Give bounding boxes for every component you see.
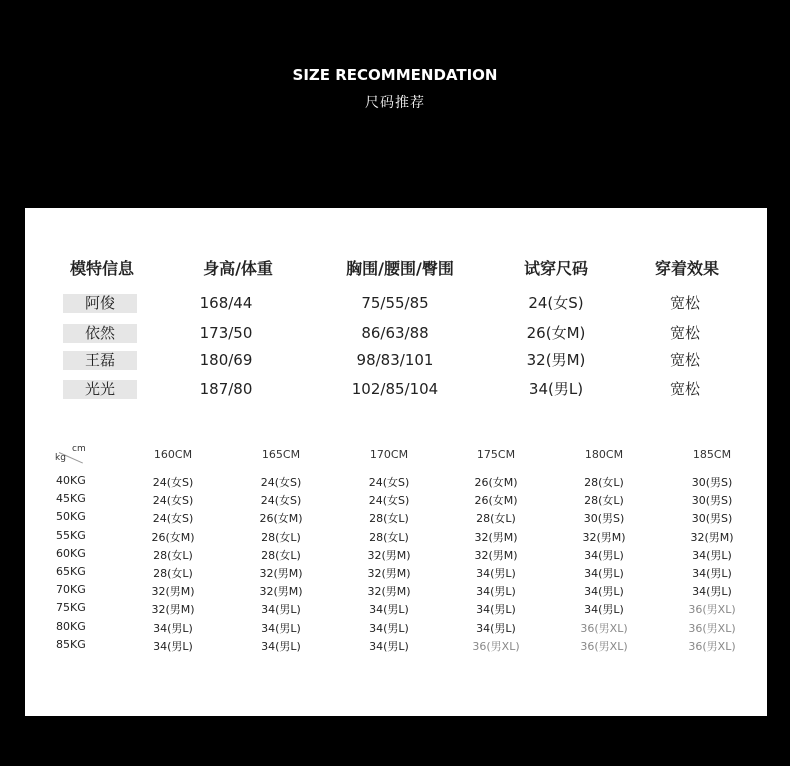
model-measurements: 86/63/88	[361, 324, 429, 342]
size-cell: 32(男M)	[259, 567, 303, 580]
model-row	[25, 294, 767, 314]
size-cell: 34(男L)	[261, 639, 301, 653]
model-height-weight: 168/44	[199, 294, 253, 312]
size-cell: 34(男L)	[261, 621, 301, 635]
size-cell: 34(男L)	[692, 548, 732, 562]
size-cell: 34(男L)	[692, 585, 732, 599]
size-cell: 36(男XL)	[688, 603, 736, 617]
model-measurements: 102/85/104	[351, 380, 439, 398]
header-measurements: 胸围/腰围/臀围	[346, 259, 454, 278]
size-cell: 32(男M)	[151, 585, 195, 599]
size-cell: 34(男L)	[476, 585, 516, 599]
model-row	[25, 351, 767, 371]
model-effect: 宽松	[669, 380, 701, 398]
size-cell: 34(男L)	[153, 639, 193, 653]
model-effect: 宽松	[669, 294, 701, 312]
size-cell: 30(男S)	[691, 512, 733, 526]
weight-label: 85KG	[56, 637, 86, 651]
weight-label: 40KG	[56, 474, 86, 487]
size-cell: 28(女L)	[584, 494, 624, 508]
size-cell: 36(男XL)	[688, 621, 736, 635]
grid-corner	[55, 444, 87, 464]
weight-label: 65KG	[56, 565, 86, 578]
weight-label: 55KG	[56, 528, 86, 542]
size-cell: 28(女L)	[153, 567, 193, 580]
size-cell: 32(男M)	[582, 530, 626, 544]
model-size: 32(男M)	[526, 351, 586, 369]
height-header: 180CM	[584, 448, 624, 461]
model-size: 26(女M)	[526, 324, 586, 342]
corner-kg-label: kg	[55, 453, 66, 463]
size-cell: 24(女S)	[368, 494, 410, 508]
size-cell: 28(女L)	[261, 548, 301, 562]
size-cell: 34(男L)	[261, 603, 301, 617]
size-cell: 32(男M)	[690, 530, 734, 544]
size-cell: 34(男L)	[584, 548, 624, 562]
page-title: SIZE RECOMMENDATION	[292, 66, 498, 84]
size-cell: 24(女S)	[260, 494, 302, 508]
size-cell: 24(女S)	[152, 476, 194, 489]
size-cell: 26(女M)	[151, 530, 195, 544]
weight-label: 45KG	[56, 492, 86, 506]
model-row	[25, 380, 767, 400]
model-name: 王磊	[63, 351, 137, 370]
size-cell: 32(男M)	[367, 585, 411, 599]
size-cell: 32(男M)	[151, 603, 195, 617]
size-cell: 24(女S)	[152, 512, 194, 526]
height-header: 165CM	[261, 448, 301, 461]
height-header: 175CM	[476, 448, 516, 461]
header-height-weight: 身高/体重	[203, 259, 273, 278]
model-effect: 宽松	[669, 324, 701, 342]
height-header: 185CM	[692, 448, 732, 461]
weight-label: 80KG	[56, 619, 86, 633]
size-cell: 34(男L)	[476, 603, 516, 617]
size-cell: 28(女L)	[261, 530, 301, 544]
model-measurements: 75/55/85	[361, 294, 429, 312]
corner-cm-label: cm	[72, 444, 86, 454]
model-height-weight: 180/69	[199, 351, 253, 369]
size-cell: 34(男L)	[584, 603, 624, 617]
size-cell: 34(男L)	[369, 603, 409, 617]
size-cell: 32(男M)	[367, 548, 411, 562]
weight-label: 75KG	[56, 601, 86, 615]
size-cell: 30(男S)	[691, 476, 733, 489]
size-cell: 26(女M)	[259, 512, 303, 526]
size-cell: 34(男L)	[369, 639, 409, 653]
size-cell: 34(男L)	[369, 621, 409, 635]
model-effect: 宽松	[669, 351, 701, 369]
model-measurements: 98/83/101	[356, 351, 434, 369]
model-size: 24(女S)	[528, 294, 584, 312]
weight-label: 70KG	[56, 583, 86, 597]
weight-label: 60KG	[56, 546, 86, 560]
size-cell: 34(男L)	[476, 567, 516, 580]
weight-label: 50KG	[56, 510, 86, 524]
size-cell: 36(男XL)	[580, 621, 628, 635]
size-cell: 24(女S)	[368, 476, 410, 489]
size-cell: 32(男M)	[474, 548, 518, 562]
size-cell: 28(女L)	[369, 530, 409, 544]
size-cell: 28(女L)	[369, 512, 409, 526]
size-cell: 36(男XL)	[580, 639, 628, 653]
size-cell: 32(男M)	[474, 530, 518, 544]
header-model-info: 模特信息	[69, 259, 135, 278]
size-panel	[25, 208, 767, 716]
size-cell: 28(女L)	[153, 548, 193, 562]
height-header: 170CM	[369, 448, 409, 461]
model-name: 依然	[63, 324, 137, 343]
size-cell: 34(男L)	[584, 585, 624, 599]
size-cell: 30(男S)	[583, 512, 625, 526]
model-name: 阿俊	[63, 294, 137, 313]
size-cell: 28(女L)	[584, 476, 624, 489]
size-cell: 32(男M)	[259, 585, 303, 599]
header-wear-effect: 穿着效果	[654, 259, 720, 278]
size-cell: 34(男L)	[153, 621, 193, 635]
height-header: 160CM	[153, 448, 193, 461]
size-cell: 24(女S)	[152, 494, 194, 508]
size-cell: 36(男XL)	[472, 639, 520, 653]
size-cell: 34(男L)	[692, 567, 732, 580]
size-cell: 26(女M)	[474, 476, 518, 489]
header-tried-size: 试穿尺码	[523, 259, 589, 278]
size-cell: 26(女M)	[474, 494, 518, 508]
size-cell: 36(男XL)	[688, 639, 736, 653]
size-cell: 34(男L)	[584, 567, 624, 580]
size-cell: 34(男L)	[476, 621, 516, 635]
model-height-weight: 173/50	[199, 324, 253, 342]
size-cell: 32(男M)	[367, 567, 411, 580]
page-subtitle: 尺码推荐	[365, 95, 425, 111]
size-cell: 30(男S)	[691, 494, 733, 508]
model-height-weight: 187/80	[199, 380, 253, 398]
size-cell: 28(女L)	[476, 512, 516, 526]
model-name: 光光	[63, 380, 137, 399]
size-cell: 24(女S)	[260, 476, 302, 489]
model-size: 34(男L)	[528, 380, 584, 398]
model-row	[25, 324, 767, 344]
